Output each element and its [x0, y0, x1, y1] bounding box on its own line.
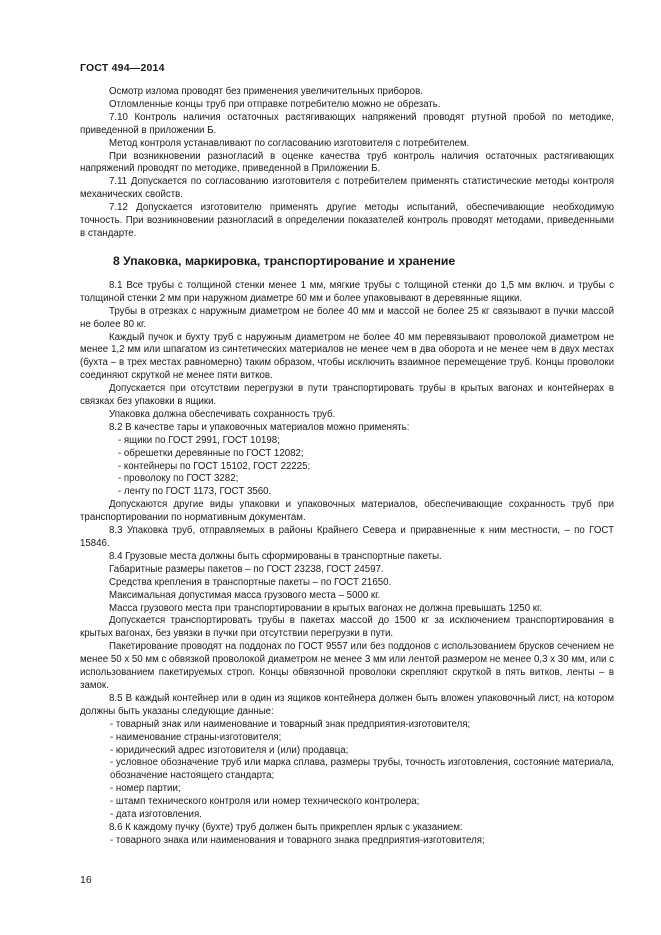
list-item: - ящики по ГОСТ 2991, ГОСТ 10198;: [118, 434, 280, 446]
paragraph: Упаковка должна обеспечивать сохранность труб.: [109, 408, 336, 420]
paragraph: Трубы в отрезках с наружным диаметром не более 40 мм и массой не более 25 кг связывают в пучки массой не более 80 кг.: [80, 305, 614, 330]
paragraph: 7.10 Контроль наличия остаточных растягивающих напряжений проводят ртутной пробой по методике, приведенной в приложении Б.: [80, 111, 614, 136]
list-item: - юридический адрес изготовителя и (или) продавца;: [110, 744, 349, 756]
paragraph: Каждый пучок и бухту труб с наружным диаметром не более 40 мм перевязывают проволокой диаметром не менее 1,2 мм или шпагатом из синтетических материалов не менее чем в два оборота и не менее чем в двух местах (бухта – в трех местах равномерно) таким образом, чтобы исключить взаимное перемещение труб. Концы проволоки соединяют скруткой не менее пяти витков.: [80, 331, 614, 382]
list-item: - товарный знак или наименование и товарный знак предприятия-изготовителя;: [110, 718, 471, 730]
list-item: - проволоку по ГОСТ 3282;: [118, 473, 239, 485]
list-item: - дата изготовления.: [110, 809, 202, 821]
paragraph: 8.3 Упаковка труб, отправляемых в районы Крайнего Севера и приравненные к ним местности, – по ГОСТ 15846.: [80, 525, 614, 549]
paragraphs-after: [80, 280, 614, 848]
paragraph: Допускается транспортировать трубы в пакетах массой до 1500 кг за исключением транспортирования в крытых вагонах, без увязки в пучки при отсутствии перегрузки в пути.: [80, 615, 614, 640]
list-item: - контейнеры по ГОСТ 15102, ГОСТ 22225;: [118, 460, 311, 472]
paragraph: Отломленные концы труб при отправке потребителю можно не обрезать.: [109, 98, 441, 110]
list-item: - номер партии;: [110, 783, 181, 795]
paragraph: 7.11 Допускается по согласованию изготовителя с потребителем применять статистические методы контроля механических свойств.: [80, 176, 614, 201]
section-title: 8 Упаковка, маркировка, транспортирование и хранение: [113, 253, 456, 268]
page-number: 16: [80, 874, 92, 886]
paragraph: Допускаются другие виды упаковки и упаковочных материалов, обеспечивающие сохранность труб при транспортировании по нормативным документам.: [80, 499, 614, 524]
paragraph: 8.2 В качестве тары и упаковочных материалов можно применять:: [109, 421, 410, 433]
paragraph: Осмотр излома проводят без применения увеличительных приборов.: [109, 86, 423, 97]
paragraph: Метод контроля устанавливают по согласованию изготовителя с потребителем.: [109, 137, 470, 149]
list-item: - штамп технического контроля или номер технического контролера;: [110, 796, 420, 808]
paragraphs-before: [80, 86, 614, 241]
document-body: [80, 86, 614, 848]
list-item: - ленту по ГОСТ 1173, ГОСТ 3560.: [118, 486, 272, 498]
paragraph: При возникновении разногласий в оценке качества труб контроль наличия остаточных растягивающих напряжений проводят по методике, приведенной в Приложении Б.: [80, 150, 614, 175]
list-item: - условное обозначение труб или марка сплава, размеры трубы, точность изготовления, состояние материала, обозначение настоящего стандарта;: [110, 757, 614, 782]
paragraph: 8.4 Грузовые места должны быть сформированы в транспортные пакеты.: [109, 550, 442, 562]
document-header: ГОСТ 494—2014: [80, 62, 165, 74]
list-item: - наименование страны-изготовителя;: [110, 731, 282, 743]
paragraph: Средства крепления в транспортные пакеты – по ГОСТ 21650.: [109, 576, 392, 588]
list-item: - товарного знака или наименования и товарного знака предприятия-изготовителя;: [110, 834, 485, 846]
paragraph: Пакетирование проводят на поддонах по ГОСТ 9557 или без поддонов с использованием брусков сечением не менее 50 х 50 мм с обвязкой проволокой диаметром не менее 3 мм или лентой размером не менее 0,3 х 30 мм, или с использованием пакетируемых строп. Концы обвязочной проволоки скрепляют скруткой в пять витков, ленты – в замок.: [80, 641, 614, 691]
paragraph: Габаритные размеры пакетов – по ГОСТ 23238, ГОСТ 24597.: [109, 563, 384, 575]
list-item: - обрешетки деревянные по ГОСТ 12082;: [118, 447, 304, 459]
paragraph: 8.5 В каждый контейнер или в один из ящиков контейнера должен быть вложен упаковочный лист, на котором должны быть указаны следующие данные:: [80, 692, 614, 717]
paragraph: Максимальная допустимая масса грузового места – 5000 кг.: [109, 589, 381, 601]
paragraph: 8.6 К каждому пучку (бухте) труб должен быть прикреплен ярлык с указанием:: [109, 821, 463, 833]
paragraph: Допускается при отсутствии перегрузки в пути транспортировать трубы в крытых вагонах и контейнерах в связках без упаковки в ящики.: [80, 383, 614, 408]
paragraph: 8.1 Все трубы с толщиной стенки менее 1 мм, мягкие трубы с толщиной стенки до 1,5 мм включ. и трубы с толщиной стенки 2 мм при наружном диаметре 60 мм и более упаковывают в деревянные ящики.: [80, 279, 614, 304]
paragraph: 7.12 Допускается изготовителю применять другие методы испытаний, обеспечивающие необходимую точность. При возникновении разногласий в определении показателей контроль проводят методами, приведенными в стандарте.: [80, 202, 614, 239]
paragraph: Масса грузового места при транспортировании в крытых вагонах не должна превышать 1250 кг.: [109, 602, 543, 614]
